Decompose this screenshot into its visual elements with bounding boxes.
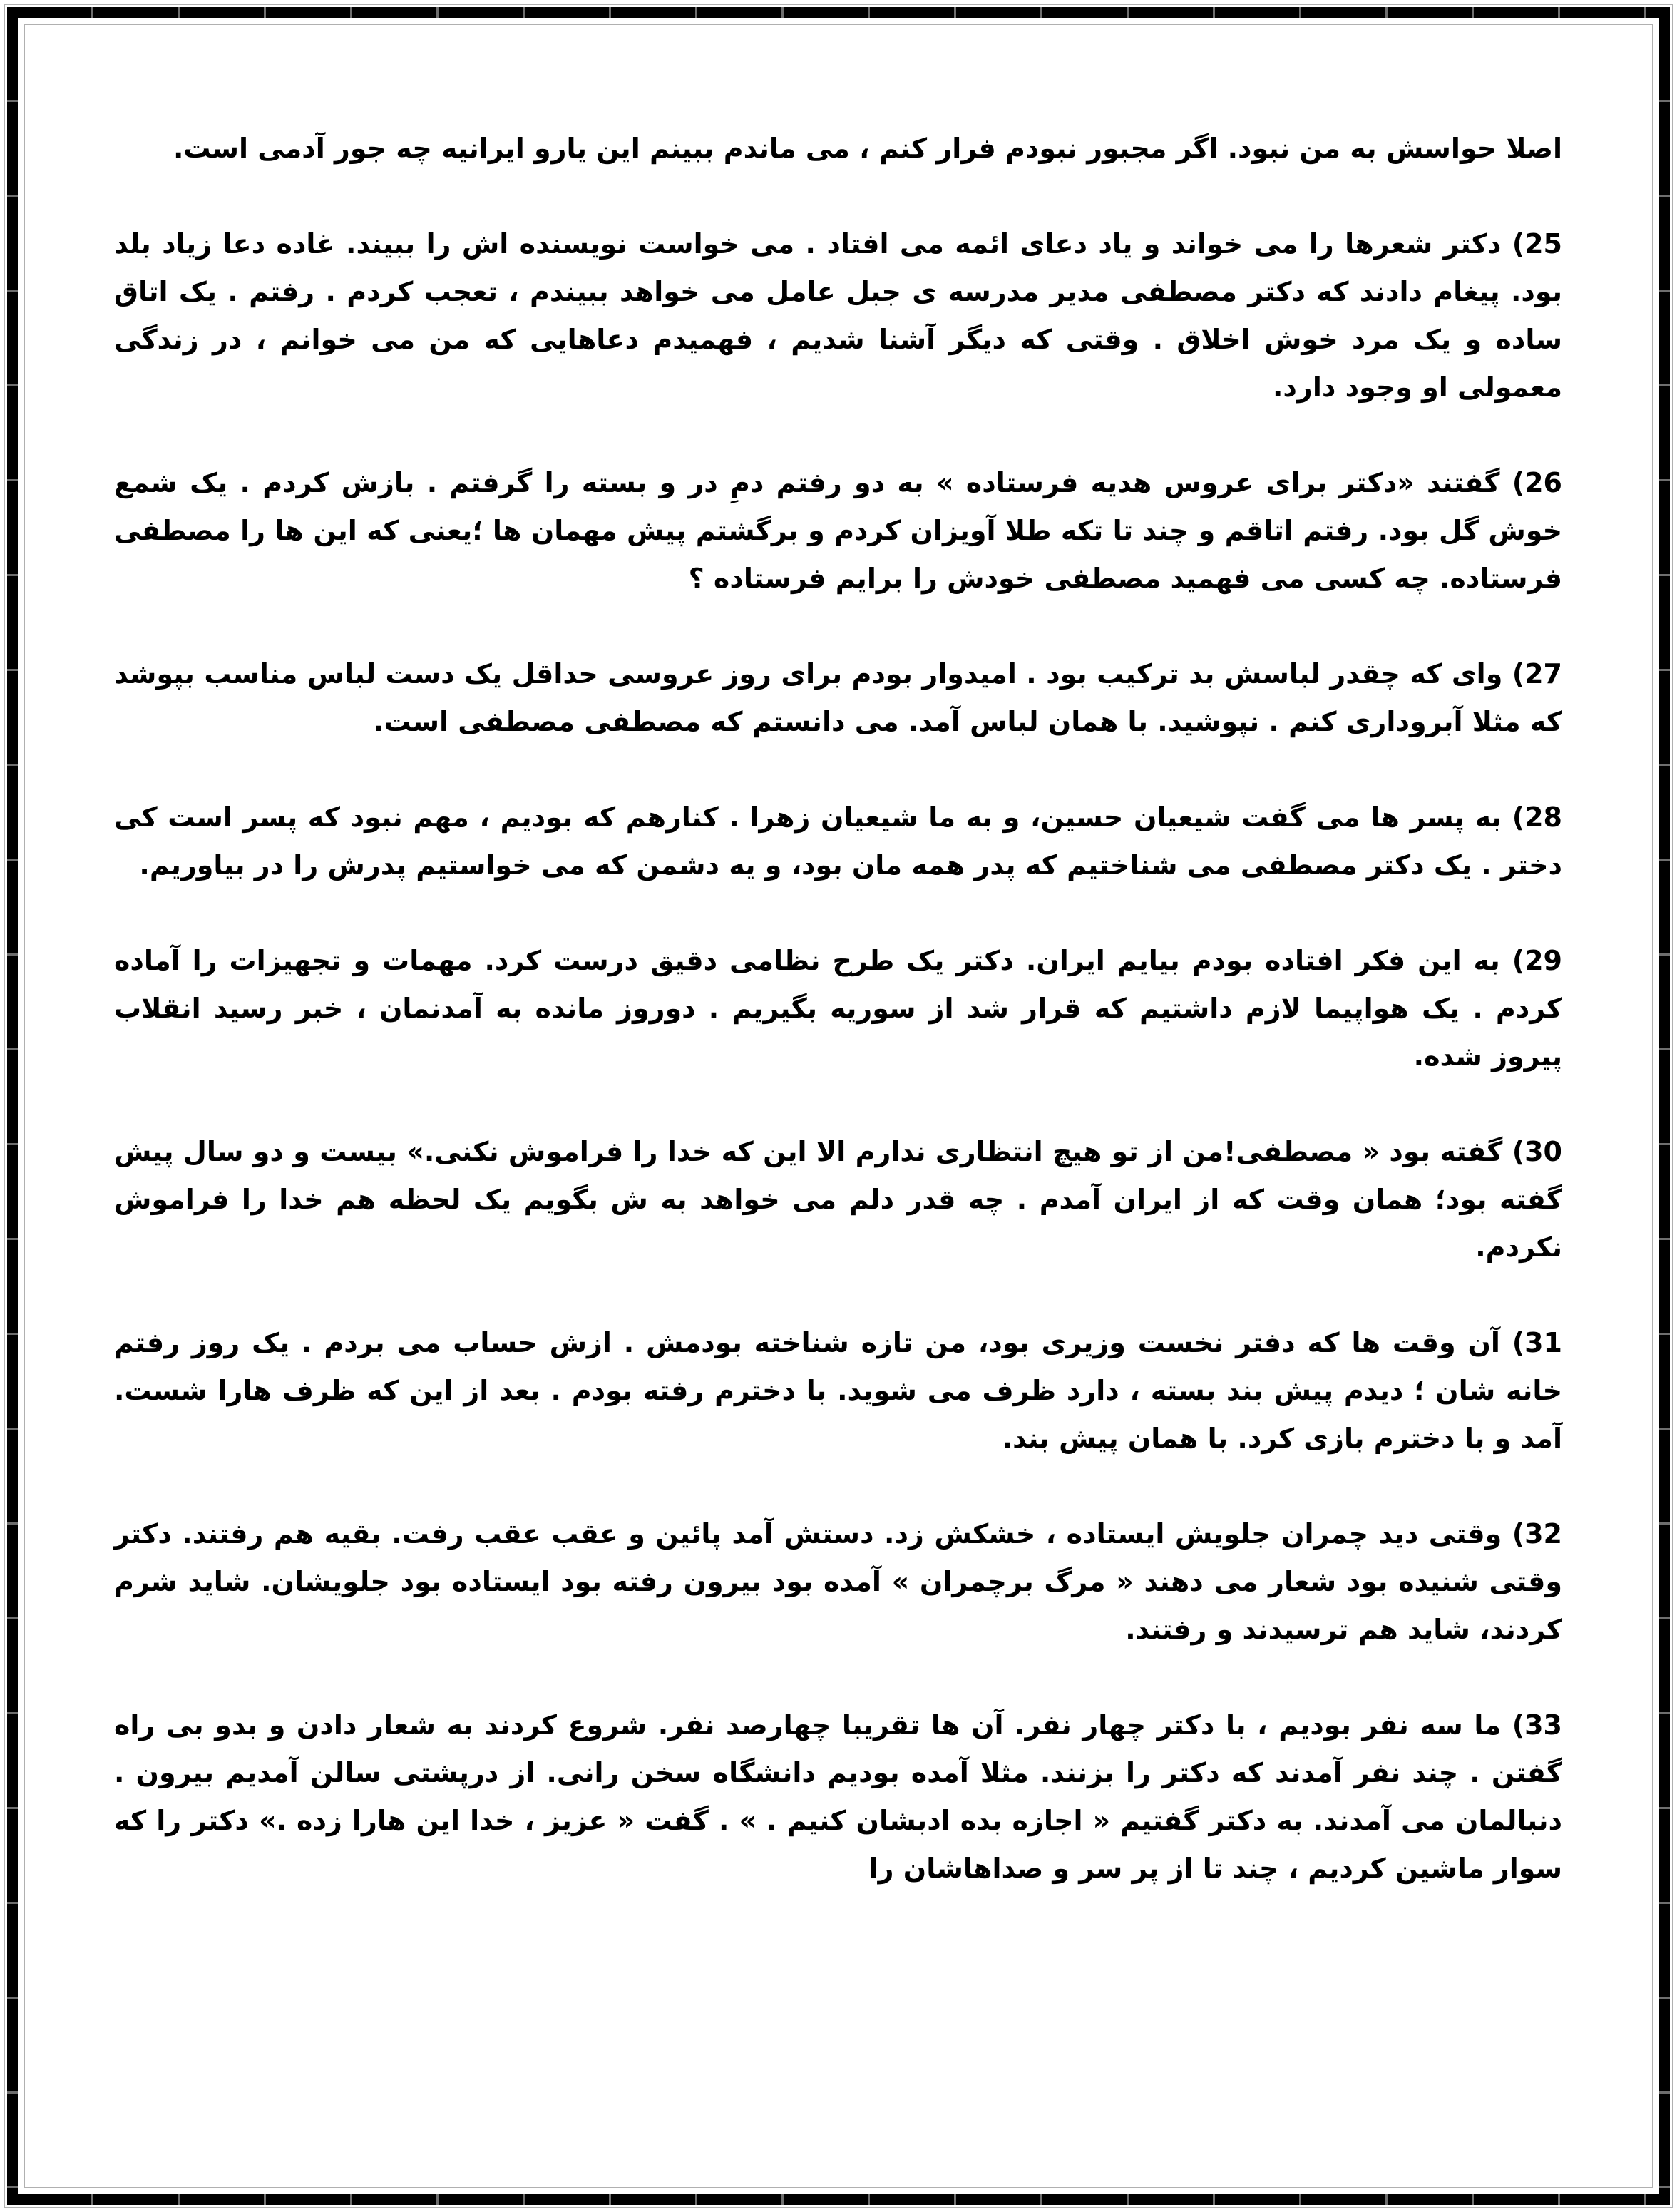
page-border-band-left: [7, 7, 18, 2205]
paragraph-26: 26) گفتند «دکتر برای عروس هدیه فرستاده » به دو رفتم دمِ در و بسته را گرفتم . بازش کردم . یک شمع خوش گل بود. رفتم اتاقم و چند تا تکه طلا آویزان کردم و برگشتم پیش مهمان ها ؛یعنی که این ها را مصطفی فرستاده. چه کسی می فهمید مصطفی خودش را برایم فرستاده ؟: [114, 467, 1562, 594]
page-border-band-right: [1659, 7, 1670, 2205]
paragraph-25: 25) دکتر شعرها را می خواند و یاد دعای ائمه می افتاد . می خواست نویسنده اش را ببیند. غاده دعا زیاد بلد بود. پیغام دادند که دکتر مصطفی مدیر مدرسه ی جبل عامل می خواهد ببیندم ، تعجب کردم . رفتم . یک اتاق ساده و یک مرد خوش اخلاق . وقتی که دیگر آشنا شدیم ، فهمیدم دعاهایی که من می خوانم ، در زندگی معمولی او وجود دارد.: [114, 228, 1562, 403]
paragraph-27: 27) وای که چقدر لباسش بد ترکیب بود . امیدوار بودم برای روز عروسی حداقل یک دست لباس مناسب بپوشد که مثلا آبروداری کنم . نپوشید. با همان لباس آمد. می دانستم که مصطفی مصطفی است.: [114, 658, 1562, 737]
paragraph-31: 31) آن وقت ها که دفتر نخست وزیری بود، من تازه شناخته بودمش . ازش حساب می بردم . یک روز رفتم خانه شان ؛ دیدم پیش بند بسته ، دارد ظرف می شوید. با دخترم رفته بودم . بعد از این که ظرف هارا شست. آمد و با دخترم بازی کرد. با همان پیش بند.: [114, 1327, 1562, 1454]
paragraph-33: 33) ما سه نفر بودیم ، با دکتر چهار نفر. آن ها تقریبا چهارصد نفر. شروع کردند به شعار دادن و بدو بی راه گفتن . چند نفر آمدند که دکتر را بزنند. مثلا آمده بودیم دانشگاه سخن رانی. از درپشتی سالن آمدیم بیرون . دنبالمان می آمدند. به دکتر گفتیم « اجازه بده ادبشان کنیم . » . گفت « عزیز ، خدا این هارا زده .» دکتر را که سوار ماشین کردیم ، چند تا از پر سر و صداهاشان را: [114, 1709, 1562, 1884]
document-text-block: [114, 125, 1562, 1893]
paragraph-29: 29) به این فکر افتاده بودم بیایم ایران. دکتر یک طرح نظامی دقیق درست کرد. مهمات و تجهیزات را آماده کردم . یک هواپیما لازم داشتیم که قرار شد از سوریه بگیریم . دوروز مانده به آمدنمان ، خبر رسید انقلاب پیروز شده.: [114, 945, 1562, 1072]
paragraph-intro: اصلا حواسش به من نبود. اگر مجبور نبودم فرار کنم ، می ماندم ببینم این یارو ایرانیه چه جور آدمی است.: [173, 133, 1562, 164]
page-border-band-bottom: [7, 2194, 1670, 2205]
page-border-band-top: [7, 7, 1670, 18]
paragraph-30: 30) گفته بود « مصطفی!من از تو هیچ انتظاری ندارم الا این که خدا را فراموش نکنی.» بیست و دو سال پیش گفته بود؛ همان وقت که از ایران آمدم . چه قدر دلم می خواهد به ش بگویم یک لحظه هم خدا را فراموش نکردم.: [114, 1136, 1562, 1263]
paragraph-32: 32) وقتی دید چمران جلویش ایستاده ، خشکش زد. دستش آمد پائین و عقب عقب رفت. بقیه هم رفتند. دکتر وقتی شنیده بود شعار می دهند « مرگ برچمران » آمده بود بیرون رفته بود ایستاده بود جلویشان. شاید شرم کردند، شاید هم ترسیدند و رفتند.: [114, 1518, 1562, 1645]
paragraph-28: 28) به پسر ها می گفت شیعیان حسین، و به ما شیعیان زهرا . کنارهم که بودیم ، مهم نبود که پسر است کی دختر . یک دکتر مصطفی می شناختیم که پدر همه مان بود، و یه دشمن که می خواستیم پدرش را در بیاوریم.: [114, 802, 1562, 881]
